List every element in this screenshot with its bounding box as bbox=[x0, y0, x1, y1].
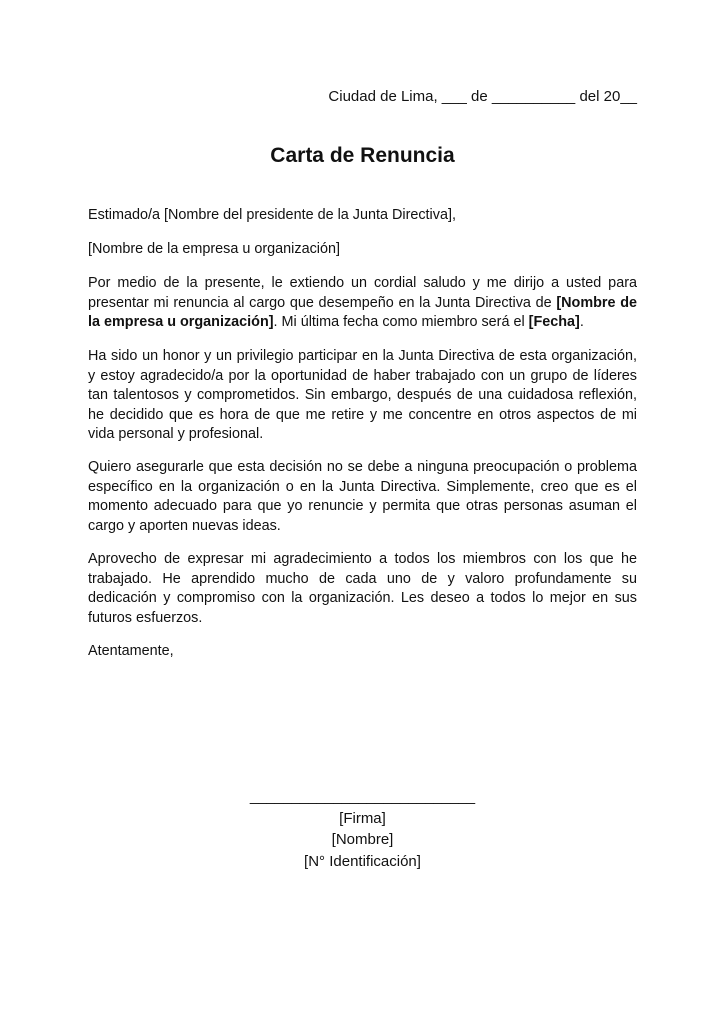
closing: Atentamente, bbox=[88, 643, 174, 659]
paragraph-4: Aprovecho de expresar mi agradecimiento a todos los miembros con los que he trabajado. He aprendido mucho de cada uno de y valoro profundamente su dedicación y compromiso con la organización. Les deseo a todos lo mejor en sus futuros esfuerzos. bbox=[88, 551, 637, 626]
signature-identificacion: [N° Identificación] bbox=[304, 852, 421, 870]
date-line: Ciudad de Lima, ___ de __________ del 20__ bbox=[328, 88, 637, 105]
paragraph-2: Ha sido un honor y un privilegio participar en la Junta Directiva de esta organización, y estoy agradecido/a por la oportunidad de haber trabajado con un grupo de líderes tan talentosos y comprometidos. Sin embargo, después de una cuidadosa reflexión, he decidido que es hora de que me retire y me concentre en otros aspectos de mi vida personal y profesional. bbox=[88, 348, 637, 443]
paragraph-1-text-b: . Mi última fecha como miembro será el bbox=[273, 314, 529, 331]
signature-nombre: [Nombre] bbox=[331, 831, 394, 848]
signature-line: ___________________________ bbox=[249, 788, 476, 805]
letter-title: Carta de Renuncia bbox=[270, 144, 455, 167]
paragraph-1-text-c: . bbox=[579, 314, 584, 331]
date-placeholder: [Fecha] bbox=[528, 314, 580, 331]
signature-firma: [Firma] bbox=[339, 809, 386, 827]
paragraph-3: Quiero asegurarle que esta decisión no se debe a ninguna preocupación o problema específico en la organización o en la Junta Directiva. Simplemente, creo que es el momento adecuado para que yo renuncie y permita que otras personas asuman el cargo y aporten nuevas ideas. bbox=[88, 459, 637, 534]
company-placeholder: [Nombre de la empresa u organización] bbox=[88, 294, 637, 331]
company-line: [Nombre de la empresa u organización] bbox=[88, 241, 340, 257]
paragraph-1 bbox=[88, 274, 637, 333]
greeting: Estimado/a [Nombre del presidente de la Junta Directiva], bbox=[88, 207, 456, 223]
paragraph-1-text-a: Por medio de la presente, le extiendo un cordial saludo y me dirijo a usted para presentar mi renuncia al cargo que desempeño en la Junta Directiva de bbox=[88, 275, 637, 311]
signature-block bbox=[0, 786, 725, 872]
